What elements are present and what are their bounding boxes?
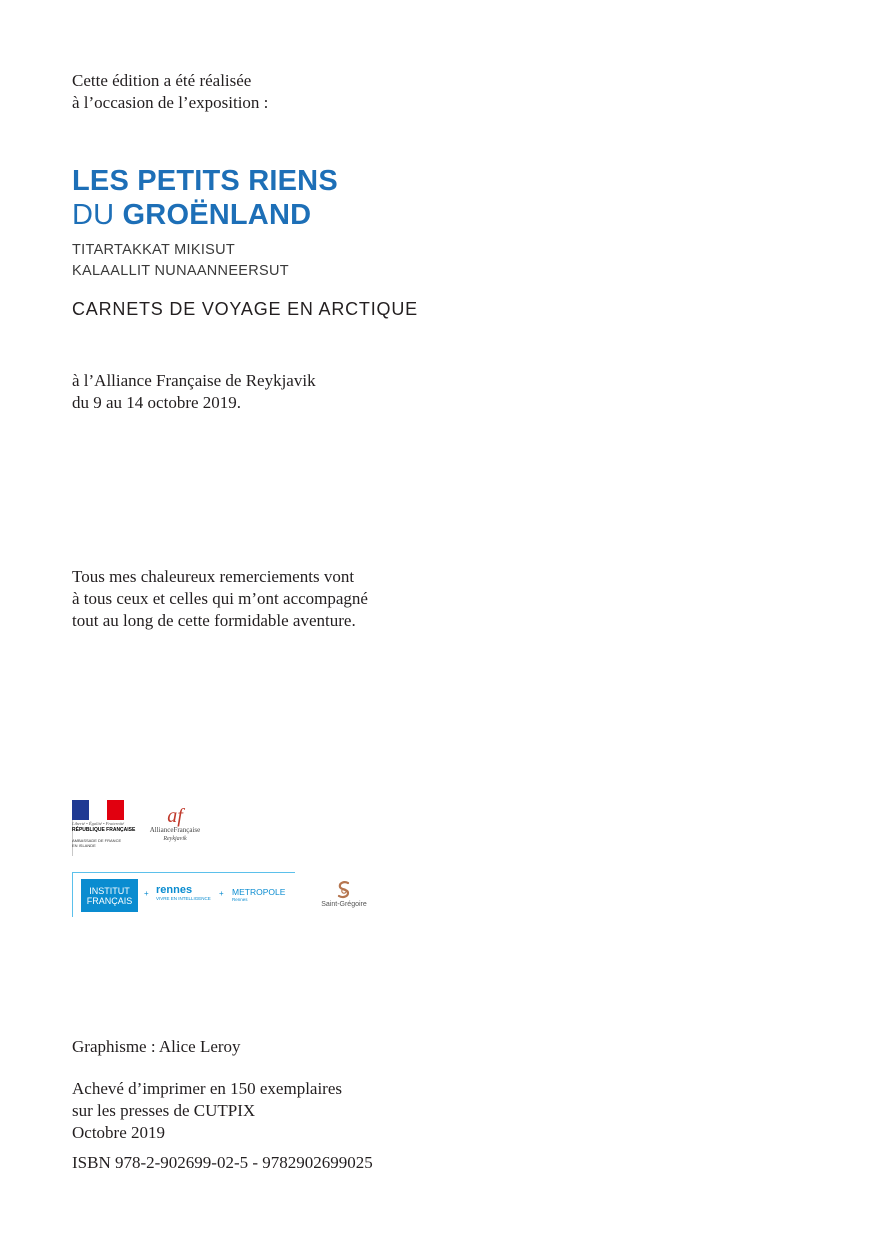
subtitle-line-1: TITARTAKKAT MIKISUT [72,242,236,258]
republique-motto: Liberté • Égalité • Fraternité [72,821,125,826]
printing-line-3: Octobre 2019 [72,1123,166,1142]
subtitle-line-2: KALAALLIT NUNAANNEERSUT [72,263,289,279]
title-line-1: LES PETITS RIENS [72,165,338,197]
carnets-heading: CARNETS DE VOYAGE EN ARCTIQUE [72,299,418,319]
flag-red-band [107,800,124,820]
plus-separator: + [144,889,149,898]
plus-separator: + [219,889,224,898]
thanks-line-3: tout au long de cette formidable aventure. [72,611,356,630]
saint-gregoire-logo [318,880,370,912]
flag-blue-band [72,800,89,820]
metropole-sub: Rennes [232,897,248,902]
republique-francaise-logo [72,800,136,856]
institut-line-1: INSTITUT [89,885,130,896]
design-credit: Graphisme : Alice Leroy [72,1037,241,1056]
rennes-name: rennes [156,884,193,896]
venue-line-2: du 9 au 14 octobre 2019. [72,393,242,412]
exhibition-title [72,164,338,232]
acknowledgements [72,566,368,632]
exhibition-subtitle [72,240,289,282]
saint-gregoire-s-icon [336,880,352,900]
title-line-2 [72,198,338,232]
republique-name: RÉPUBLIQUE FRANÇAISE [72,827,136,833]
institut-line-2: FRANÇAIS [86,895,133,906]
saint-gregoire-name: Saint-Grégoire [321,901,367,908]
thanks-line-2: à tous ceux et celles qui m’ont accompagné [72,589,368,608]
rennes-tagline: VIVRE EN INTELLIGENCE [156,896,211,901]
rennes-metropole-logo [232,887,290,907]
ambassade-line-1: AMBASSADE DE FRANCE [72,838,122,843]
ambassade-text [72,838,121,848]
intro-text [72,70,268,114]
printing-line-2: sur les presses de CUTPIX [72,1101,256,1120]
ambassade-line-2: EN ISLANDE [72,843,96,848]
isbn: ISBN 978-2-902699-02-5 - 9782902699025 [72,1153,373,1172]
title-line-2-light: DU [72,199,123,231]
institut-francais-logo [81,879,138,912]
rennes-logo [156,885,216,907]
marianne-profile-icon [90,801,106,819]
intro-line-2: à l’occasion de l’exposition : [72,93,269,112]
alliance-francaise-logo [144,806,206,850]
printing-info [72,1078,342,1144]
af-monogram-icon: af [167,805,183,827]
printing-line-1: Achevé d’imprimer en 150 exemplaires [72,1079,343,1098]
alliance-city: Reykjavik [163,836,187,842]
venue-line-1: à l’Alliance Française de Reykjavik [72,371,316,390]
title-line-2-bold: GROËNLAND [122,199,312,231]
venue-text [72,370,316,414]
metropole-name: METROPOLE [232,887,286,897]
intro-line-1: Cette édition a été réalisée [72,71,252,90]
thanks-line-1: Tous mes chaleureux remerciements vont [72,567,355,586]
alliance-name: AllianceFrançaise [149,826,201,834]
